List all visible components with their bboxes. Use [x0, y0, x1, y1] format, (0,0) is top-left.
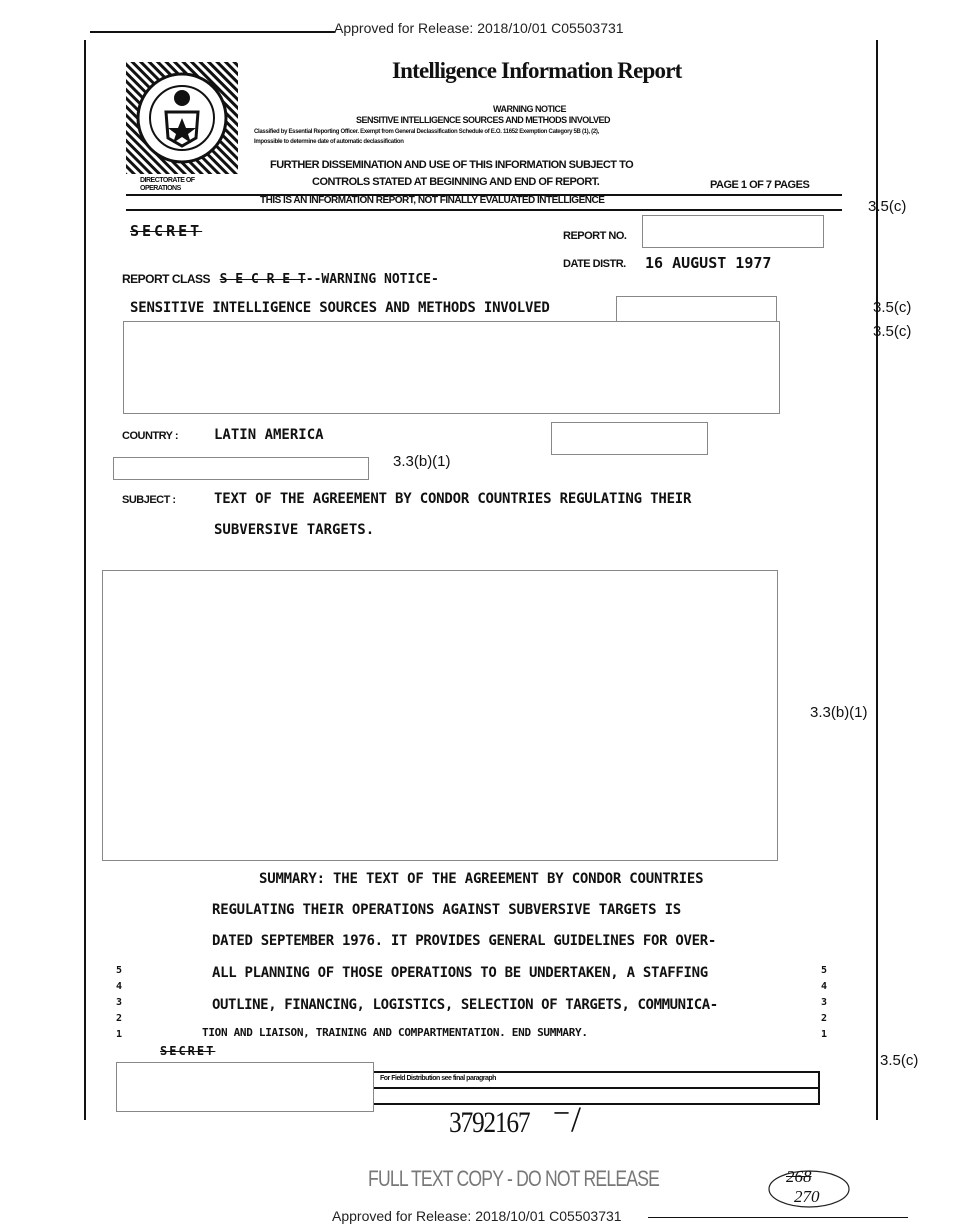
cia-seal	[126, 62, 238, 174]
sensitive-notice: SENSITIVE INTELLIGENCE SOURCES AND METHODS INVOLVED	[356, 115, 611, 125]
margin-number: 1	[116, 1029, 123, 1040]
report-class	[122, 268, 439, 287]
margin-number: 5	[821, 965, 828, 976]
report-class-label: REPORT CLASS	[122, 272, 211, 286]
exemption-label: 3.5(c)	[873, 323, 912, 340]
exemption-label: 3.3(b)(1)	[393, 453, 451, 470]
classified-by: Classified by Essential Reporting Officer. Exempt from General Declassification Schedule of E.O. 11652 Exemption Category 5B (1), (2),	[254, 129, 599, 135]
handwritten-mark: ⁻/	[552, 1099, 582, 1139]
report-class-struck: S E C R E T	[219, 272, 306, 287]
summary-line-4: ALL PLANNING OF THOSE OPERATIONS TO BE UNDERTAKEN, A STAFFING	[212, 965, 708, 981]
redaction-box	[551, 422, 708, 455]
field-distribution-box	[372, 1071, 820, 1105]
sensitive-line: SENSITIVE INTELLIGENCE SOURCES AND METHODS INVOLVED	[130, 300, 550, 316]
handwritten-page-numbers	[764, 1163, 854, 1213]
margin-numbers-left	[116, 963, 122, 1043]
report-title: Intelligence Information Report	[392, 58, 682, 83]
summary-line-1: SUMMARY: THE TEXT OF THE AGREEMENT BY CONDOR COUNTRIES	[259, 871, 704, 887]
exemption-label: 3.5(c)	[868, 198, 907, 215]
exemption-label: 3.5(c)	[880, 1052, 919, 1069]
report-no-label: REPORT NO.	[563, 230, 627, 242]
redaction-box	[123, 321, 780, 414]
dissemination-line-2: CONTROLS STATED AT BEGINNING AND END OF REPORT.	[312, 176, 600, 188]
redaction-box	[113, 457, 369, 480]
margin-number: 4	[821, 981, 828, 992]
document-number: 3792167	[449, 1106, 530, 1139]
page-count: PAGE 1 OF 7 PAGES	[710, 179, 810, 191]
handwritten-number: 268	[786, 1167, 812, 1186]
margin-number: 2	[116, 1013, 123, 1024]
margin-number: 3	[821, 997, 828, 1008]
handwritten-number: 270	[794, 1187, 820, 1206]
not-evaluated-banner: THIS IS AN INFORMATION REPORT, NOT FINALLY EVALUATED INTELLIGENCE	[260, 195, 605, 206]
impossible-line: Impossible to determine date of automatic declassification	[254, 139, 404, 145]
seal-caption: DIRECTORATE OF OPERATIONS	[140, 177, 195, 192]
country-label: COUNTRY :	[122, 430, 178, 442]
margin-number: 2	[821, 1013, 828, 1024]
seal-icon	[126, 62, 238, 174]
margin-number: 4	[116, 981, 123, 992]
summary-line-2: REGULATING THEIR OPERATIONS AGAINST SUBVERSIVE TARGETS IS	[212, 902, 682, 918]
redaction-box	[116, 1062, 374, 1112]
exemption-label: 3.5(c)	[873, 299, 912, 316]
dissemination-line-1: FURTHER DISSEMINATION AND USE OF THIS INFORMATION SUBJECT TO	[270, 159, 634, 171]
country-value: LATIN AMERICA	[214, 427, 324, 443]
redaction-box	[642, 215, 824, 248]
secret-marking-bottom: SECRET	[160, 1044, 216, 1058]
margin-number: 3	[116, 997, 123, 1008]
margin-number: 1	[821, 1029, 828, 1040]
margin-numbers-right	[821, 963, 827, 1043]
date-distr-label: DATE DISTR.	[563, 258, 626, 270]
full-text-copy-stamp: FULL TEXT COPY - DO NOT RELEASE	[368, 1166, 660, 1191]
summary-line-6: TION AND LIAISON, TRAINING AND COMPARTMENTATION. END SUMMARY.	[202, 1026, 588, 1039]
subject-label: SUBJECT :	[122, 494, 176, 506]
summary-line-5: OUTLINE, FINANCING, LOGISTICS, SELECTION OF TARGETS, COMMUNICA-	[212, 997, 718, 1013]
exemption-label: 3.3(b)(1)	[810, 704, 868, 721]
warning-notice: WARNING NOTICE	[493, 104, 566, 114]
redaction-box	[102, 570, 778, 861]
date-distr-value: 16 AUGUST 1977	[645, 254, 772, 272]
release-stamp-bottom: Approved for Release: 2018/10/01 C05503731	[332, 1208, 622, 1224]
margin-number: 5	[116, 965, 123, 976]
subject-line-2: SUBVERSIVE TARGETS.	[214, 522, 375, 538]
field-distribution-note: For Field Distribution see final paragraph	[380, 1075, 496, 1082]
summary-line-3: DATED SEPTEMBER 1976. IT PROVIDES GENERAL GUIDELINES FOR OVER-	[212, 933, 716, 949]
release-stamp-top: Approved for Release: 2018/10/01 C05503731	[334, 20, 624, 36]
report-class-value: --WARNING NOTICE-	[305, 272, 439, 287]
secret-marking-top: SECRET	[130, 222, 203, 240]
subject-line-1: TEXT OF THE AGREEMENT BY CONDOR COUNTRIES REGULATING THEIR	[214, 491, 692, 507]
redaction-box	[616, 296, 777, 324]
